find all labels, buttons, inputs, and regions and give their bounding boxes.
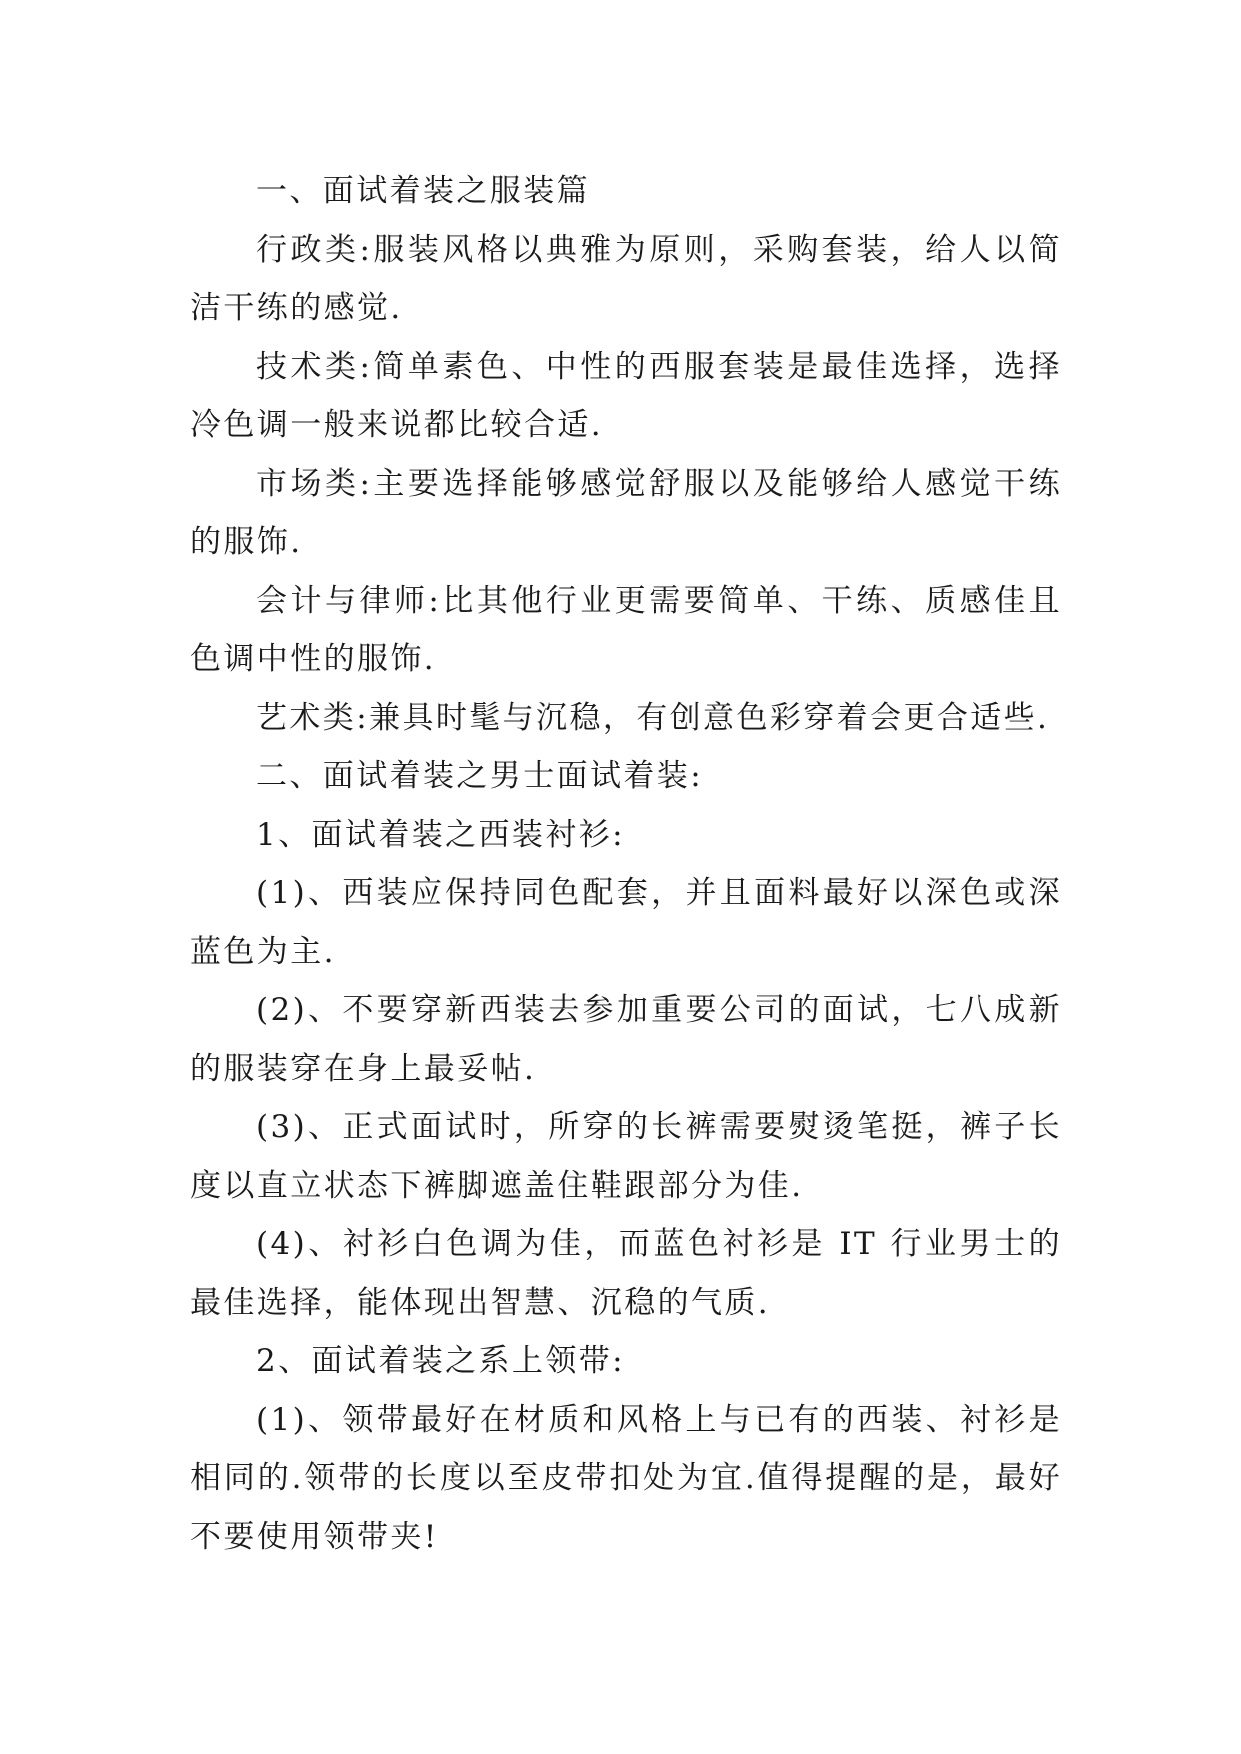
paragraph-marketing: 市场类:主要选择能够感觉舒服以及能够给人感觉干练的服饰. xyxy=(190,465,1062,560)
list-item-suit-color: (1)、西装应保持同色配套，并且面料最好以深色或深蓝色为主. xyxy=(190,875,1062,970)
paragraph-accounting-legal: 会计与律师:比其他行业更需要简单、干练、质感佳且色调中性的服饰. xyxy=(190,582,1062,677)
list-item-shirt-color: (4)、衬衫白色调为佳，而蓝色衬衫是 IT 行业男士的最佳选择，能体现出智慧、沉稳的气质. xyxy=(190,1226,1062,1321)
list-item-new-suit: (2)、不要穿新西装去参加重要公司的面试，七八成新的服装穿在身上最妥帖. xyxy=(190,992,1062,1087)
paragraph-administrative: 行政类:服装风格以典雅为原则，采购套装，给人以简洁干练的感觉. xyxy=(190,231,1062,326)
paragraph-technical: 技术类:简单素色、中性的西服套装是最佳选择，选择冷色调一般来说都比较合适. xyxy=(190,348,1062,443)
subheading-tie: 2、面试着装之系上领带: xyxy=(256,1343,625,1379)
document-body xyxy=(190,162,1062,1566)
section-heading-mens-attire: 二、面试着装之男士面试着装: xyxy=(256,758,704,794)
subheading-suit-shirt: 1、面试着装之西装衬衫: xyxy=(256,816,625,853)
section-heading-clothing: 一、面试着装之服装篇 xyxy=(256,173,590,209)
paragraph-arts: 艺术类:兼具时髦与沉稳，有创意色彩穿着会更合适些. xyxy=(256,699,1050,736)
list-item-trousers: (3)、正式面试时，所穿的长裤需要熨烫笔挺，裤子长度以直立状态下裤脚遮盖住鞋跟部分为佳. xyxy=(190,1109,1062,1204)
list-item-tie: (1)、领带最好在材质和风格上与已有的西装、衬衫是相同的.领带的长度以至皮带扣处为宜.值得提醒的是，最好不要使用领带夹! xyxy=(190,1401,1062,1555)
